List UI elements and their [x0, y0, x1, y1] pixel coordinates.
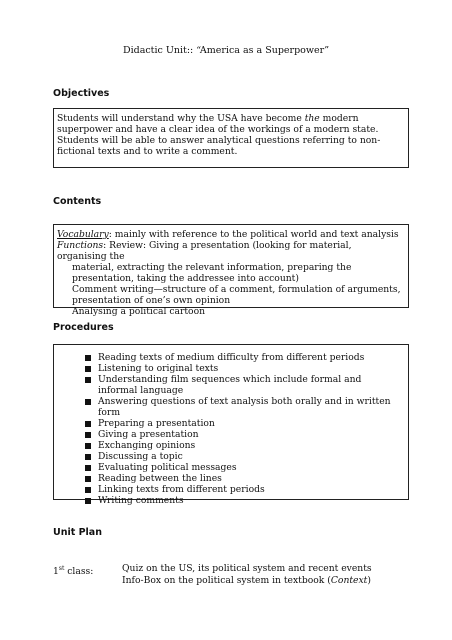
list-item: Evaluating political messages: [85, 462, 402, 473]
class-activity-2: Info-Box on the political system in textbook (Context): [122, 575, 371, 586]
procedures-list: [57, 352, 402, 506]
list-item: Reading texts of medium difficulty from different periods: [85, 352, 402, 363]
functions-line: Functions: Review: Giving a presentation (looking for material, organising the: [57, 240, 352, 262]
list-item: Reading between the lines: [85, 473, 402, 484]
procedures-box: [53, 344, 409, 506]
document-title: Didactic Unit:: “America as a Superpower”: [122, 45, 330, 56]
list-item: Answering questions of text analysis both orally and in written form: [85, 396, 402, 418]
objective-2: Students will be able to answer analytical questions referring to non-fictional texts and to write a comment.: [57, 135, 381, 157]
list-item: Exchanging opinions: [85, 440, 402, 451]
list-item: Linking texts from different periods: [85, 484, 402, 495]
vocabulary-line: Vocabulary: mainly with reference to the political world and text analysis: [57, 229, 399, 240]
objective-1: Students will understand why the USA have become the modern superpower and have a clear idea of the workings of a modern state.: [57, 113, 379, 135]
list-item: Preparing a presentation: [85, 418, 402, 429]
functions-continuation: material, extracting the relevant information, preparing the presentation, taking the addressee into account): [72, 262, 352, 284]
comment-writing-line: Comment writing—structure of a comment, formulation of arguments, presentation of one’s own opinion: [72, 284, 401, 306]
objectives-box: [53, 108, 409, 168]
list-item: Giving a presentation: [85, 429, 402, 440]
contents-heading: Contents: [53, 196, 102, 207]
cartoon-line: Analysing a political cartoon: [72, 306, 206, 317]
list-item: Listening to original texts: [85, 363, 402, 374]
list-item: Writing comments: [85, 495, 402, 506]
procedures-heading: Procedures: [53, 322, 114, 333]
class-activity-1: Quiz on the US, its political system and recent events: [122, 563, 372, 574]
class-label: 1st class:: [53, 565, 94, 578]
list-item: Discussing a topic: [85, 451, 402, 462]
list-item: Understanding film sequences which include formal and informal language: [85, 374, 402, 396]
objectives-heading: Objectives: [53, 88, 110, 99]
unit-plan-heading: Unit Plan: [53, 527, 102, 538]
contents-box: [53, 224, 409, 317]
